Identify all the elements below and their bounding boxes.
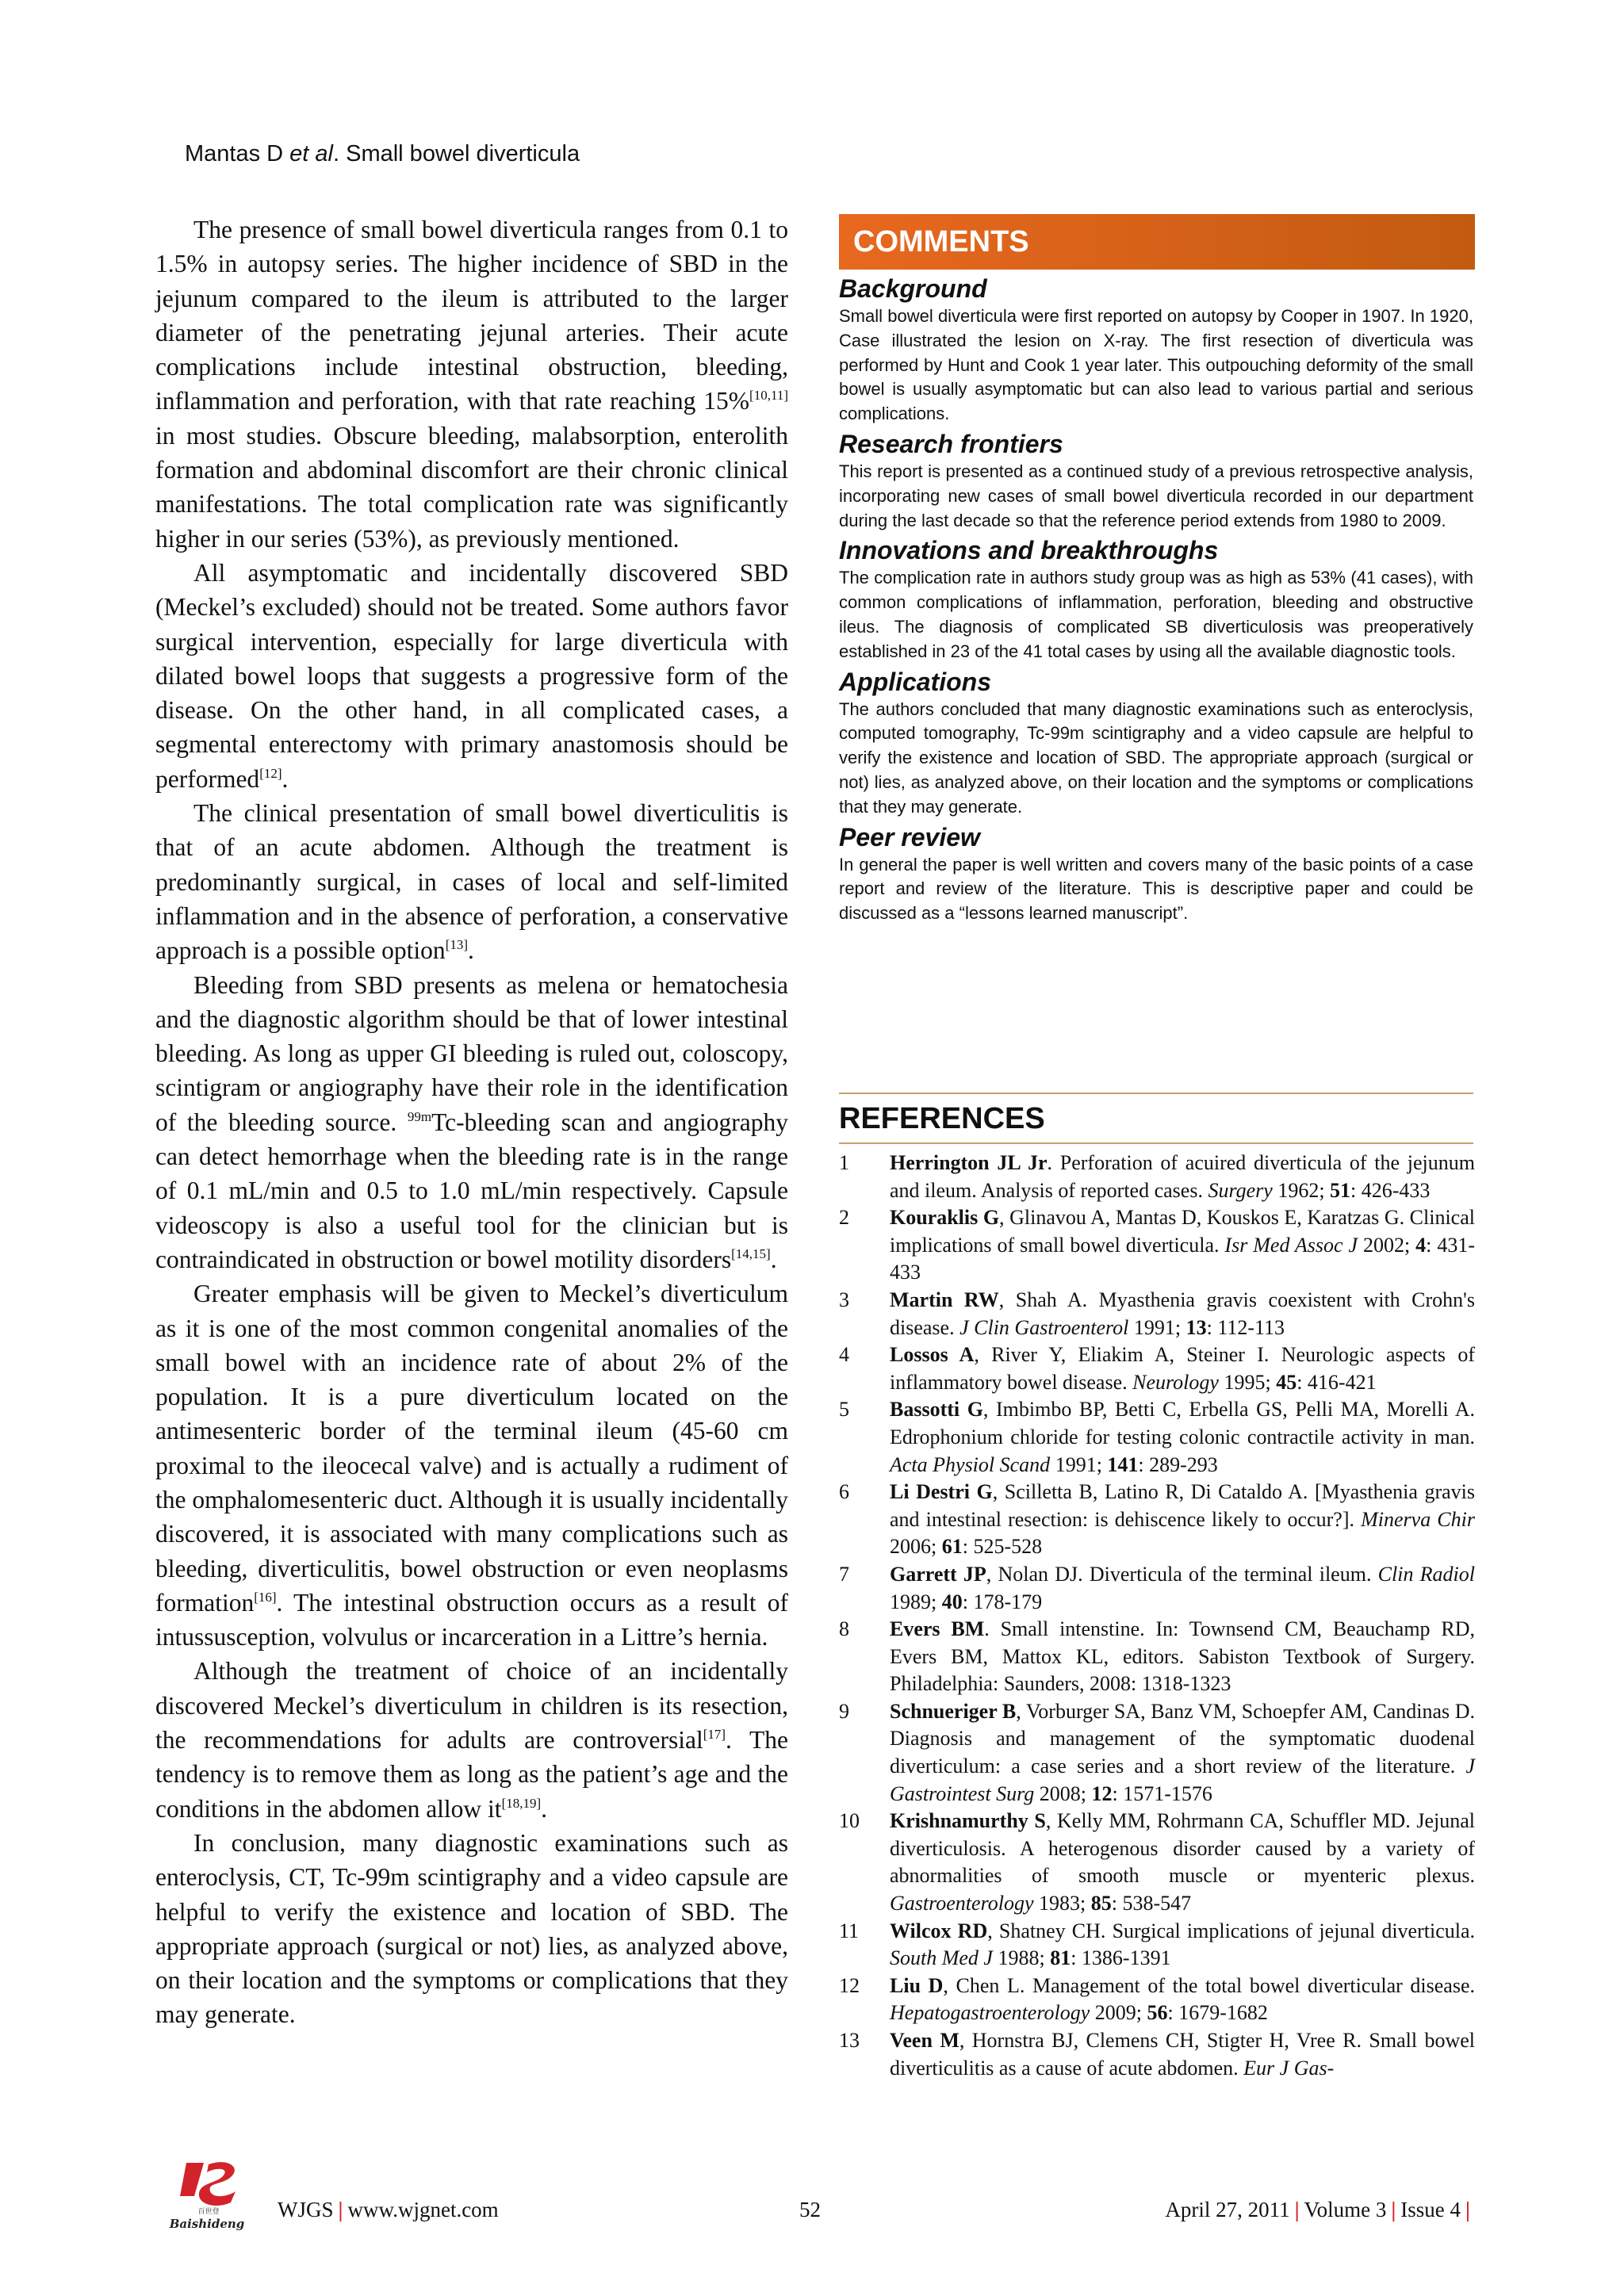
reference-item [839,1479,1475,1561]
reference-number: 11 [839,1919,860,1942]
paragraph-2: All asymptomatic and incidentally discovered SBD (Meckel’s excluded) should not be treated. Some authors favor surgical intervention, especially for large diverticula with dilated bowel loops that suggests a progressive form of the disease. On the other hand, in all complicated cases, a segmental enterectomy with primary anastomosis should be performed[12]. [155,558,788,793]
innovations-heading: Innovations and breakthroughs [839,536,1219,565]
reference-journal: J Gastrointest Surg [890,1755,1475,1805]
citation[interactable]: [13] [445,937,469,953]
reference-item [839,1341,1475,1396]
reference-author: Liu D [890,1973,944,1997]
reference-journal: Isr Med Assoc J [1224,1233,1358,1257]
reference-list [839,1150,1475,2082]
footer-website-link[interactable]: www.wjgnet.com [347,2198,499,2221]
reference-journal: Hepatogastroenterology [890,2001,1090,2025]
reference-author: Krishnamurthy S [890,1809,1046,1833]
background-text: Small bowel diverticula were first reported on autopsy by Cooper in 1907. In 1920, Case illustrated the lesion on X-ray. The first resection of diverticula was performed by Hunt and Cook 1 year later. This outpouching deformity of the small bowel is usually asymptomatic but can also lead to various partial and serious complications. [839,306,1473,424]
reference-author: Kouraklis G [890,1206,1000,1230]
references-heading: REFERENCES [839,1102,1045,1135]
reference-text: Li Destri G, Scilletta B, Latino R, Di Cataldo A. [Myasthenia gravis and intestinal resection: is dehiscence likely to occur?]. Minerva Chir 2006; 61: 525-528 [890,1480,1475,1559]
reference-number: 13 [839,2029,860,2052]
running-head-title: . Small bowel diverticula [333,141,580,166]
applications-text: The authors concluded that many diagnostic examinations such as enteroclysis, computed tomography, Tc-99m scintigraphy and a video capsule are helpful to verify the existence and location of SBD. The appropriate approach (surgical or not) lies, as analyzed above, on their location and the symptoms or complications that they may generate. [839,698,1473,817]
reference-item [839,1561,1475,1616]
comments-title-bar: COMMENTS [839,214,1475,270]
innovations-text: The complication rate in authors study group was as high as 53% (41 cases), with common complications of inflammation, perforation, bleeding and obstructive ileus. The diagnosis of complicated SB diverticulosis was preoperatively established in 23 of the 41 total cases by using all the available diagnostic tools. [839,568,1473,661]
reference-author: Garrett JP [890,1562,986,1586]
reference-item [839,1287,1475,1341]
footer-journal-name: WJGS [278,2198,334,2221]
reference-text: Veen M, Hornstra BJ, Clemens CH, Stigter H, Vree R. Small bowel diverticulitis as a cause of acute abdomen. Eur J Gas- [890,2029,1475,2080]
reference-number: 2 [839,1206,849,1230]
paragraph-6: Although the treatment of choice of an incidentally discovered Meckel’s diverticulum in children is its resection, the recommendations for adults are controversial[17]. The tendency is to remove them as long as the patient’s age and the conditions in the abdomen allow it[18,19]. [155,1657,788,1823]
comments-section [839,273,1473,928]
reference-item [839,1918,1475,1973]
research-frontiers-heading: Research frontiers [839,429,1063,458]
reference-item [839,1616,1475,1698]
reference-item [839,1698,1475,1808]
reference-text: Schnueriger B, Vorburger SA, Banz VM, Schoepfer AM, Candinas D. Diagnosis and management of the symptomatic duodenal diverticulum: a case series and a short review of the literature. J Gastrointest Surg 2008; 12: 1571-1576 [890,1699,1475,1805]
svg-text:Baishideng: Baishideng [169,2217,245,2231]
isotope-superscript: 99m [407,1108,432,1124]
reference-number: 3 [839,1288,849,1311]
citation[interactable]: [10,11] [749,388,788,404]
footer-issue: Issue 4 [1400,2198,1461,2221]
footer-date: April 27, 2011 [1165,2198,1290,2221]
running-head-author: Mantas D [185,141,284,166]
peer-review-text: In general the paper is well written and covers many of the basic points of a case report and review of the literature. This is descriptive paper and could be discussed as a “lessons learned manuscript”. [839,854,1473,924]
peer-review-heading: Peer review [839,822,980,851]
references-rule-bottom [839,1142,1473,1144]
reference-author: Lossos A [890,1343,975,1367]
paragraph-5: Greater emphasis will be given to Meckel’s diverticulum as it is one of the most common congenital anomalies of the small bowel with an incidence rate of about 2% of the population. It is a pure diverticulum located on the antimesenteric border of the terminal ileum (45-60 cm proximal to the ileocecal valve) and is actually a rudiment of the omphalomesenteric duct. Although it is usually incidentally discovered, it is associated with many complications such as bleeding, diverticulitis, bowel obstruction or even neoplasms formation[16]. The intestinal obstruction occurs as a result of intussusception, volvulus or incarceration in a Littre’s hernia. [155,1280,788,1651]
reference-number: 12 [839,1973,860,1997]
page-number: 52 [799,2198,821,2221]
reference-text: Martin RW, Shah A. Myasthenia gravis coexistent with Crohn's disease. J Clin Gastroenterol 1991; 13: 112-113 [890,1288,1475,1339]
reference-number: 1 [839,1151,849,1174]
reference-text: Herrington JL Jr. Perforation of acuired diverticula of the jejunum and ileum. Analysis of reported cases. Surgery 1962; 51: 426-433 [890,1151,1475,1202]
reference-author: Martin RW [890,1288,999,1311]
research-frontiers-text: This report is presented as a continued study of a previous retrospective analysis, incorporating new cases of small bowel diverticula recorded in our department during the last decade so that the reference period extends from 1980 to 2009. [839,461,1473,530]
reference-item [839,2027,1475,2082]
paragraph-7: In conclusion, many diagnostic examinations such as enteroclysis, CT, Tc-99m scintigraphy and a video capsule are helpful to verify the existence and location of SBD. The appropriate approach (surgical or not) lies, as analyzed above, on their location and the symptoms or complications that they may generate. [155,1828,788,2029]
reference-item [839,1150,1475,1204]
reference-text: Lossos A, River Y, Eliakim A, Steiner I. Neurologic aspects of inflammatory bowel disease. Neurology 1995; 45: 416-421 [890,1343,1476,1394]
baishideng-logo-icon [163,2155,258,2234]
applications-heading: Applications [839,667,992,696]
reference-journal: J Clin Gastroenterol [959,1315,1129,1339]
reference-author: Bassotti G [890,1398,983,1422]
reference-number: 8 [839,1617,849,1641]
reference-number: 10 [839,1809,860,1833]
reference-item [839,1973,1475,2027]
paragraph-4: Bleeding from SBD presents as melena or hematochesia and the diagnostic algorithm should be that of lower intestinal bleeding. As long as upper GI bleeding is ruled out, coloscopy, scintigram or angiography have their role in the identification of the bleeding source. $^{99m}$Tc-bleeding scan and angiography can detect hemorrhage when the bleeding rate is in the range of 0.1 mL/min and 0.5 to 1.0 mL/min respectively. Capsule videoscopy is also a useful tool for the clinician but is contraindicated in obstruction or bowel motility disorders[14,15]. [155,970,788,1273]
background-heading: Background [839,274,987,303]
references-rule-top [839,1093,1473,1094]
reference-item [839,1396,1475,1479]
footer-journal: WJGS | www.wjgnet.com [278,2198,499,2221]
reference-journal: Minerva Chir [1361,1507,1475,1531]
citation[interactable]: [16] [254,1589,277,1605]
reference-author: Veen M [890,2029,959,2052]
reference-number: 7 [839,1562,849,1586]
reference-author: Li Destri G [890,1480,993,1504]
reference-number: 4 [839,1343,849,1367]
reference-journal: Clin Radiol [1377,1562,1476,1586]
running-head-etal: et al [289,141,333,166]
paragraph-3: The clinical presentation of small bowel diverticulitis is that of an acute abdomen. Although the treatment is predominantly surgical, in cases of local and self-limited inflammation and in the absence of perforation, a conservative approach is a possible option[13]. [155,799,788,965]
paragraph-1: The presence of small bowel diverticula ranges from 0.1 to 1.5% in autopsy series. The higher incidence of SBD in the jejunum compared to the ileum is attributed to the larger diameter of the penetrating jejunal arteries. Their acute complications include intestinal obstruction, bleeding, inflammation and perforation, with that rate reaching 15%[10,11] in most studies. Obscure bleeding, malabsorption, enterolith formation and abdominal discomfort are their chronic clinical manifestations. The total complication rate was significantly higher in our series (53%), as previously mentioned. [155,216,788,553]
footer-issue-info: April 27, 2011 | Volume 3 | Issue 4 | [1165,2198,1470,2221]
reference-text: Liu D, Chen L. Management of the total bowel diverticular disease. Hepatogastroenterology 2009; 56: 1679-1682 [890,1973,1475,2025]
citation[interactable]: [18,19] [501,1795,542,1811]
reference-text: Bassotti G, Imbimbo BP, Betti C, Erbella GS, Pelli MA, Morelli A. Edrophonium chloride for testing colonic contractile activity in man. Acta Physiol Scand 1991; 141: 289-293 [890,1398,1476,1476]
reference-journal: Acta Physiol Scand [890,1452,1051,1476]
reference-text: Krishnamurthy S, Kelly MM, Rohrmann CA, Schuffler MD. Jejunal diverticulosis. A heterogenous disorder caused by a variety of abnormalities of smooth muscle or myenteric plexus. Gastroenterology 1983; 85: 538-547 [890,1809,1475,1915]
reference-text: Evers BM. Small intenstine. In: Townsend CM, Beauchamp RD, Evers BM, Mattox KL, editors. Sabiston Textbook of Surgery. Philadelphia: Saunders, 2008: 1318-1323 [890,1617,1475,1696]
reference-journal: Eur J Gas- [1243,2056,1335,2080]
citation[interactable]: [12] [259,765,282,781]
citation[interactable]: [17] [703,1727,726,1743]
reference-author: Schnueriger B [890,1699,1017,1723]
reference-item [839,1204,1475,1287]
running-head [185,141,580,167]
citation[interactable]: [14,15] [731,1246,771,1261]
reference-journal: Surgery [1208,1178,1273,1202]
reference-journal: Neurology [1132,1370,1219,1394]
reference-text: Garrett JP, Nolan DJ. Diverticula of the terminal ileum. Clin Radiol 1989; 40: 178-179 [890,1562,1476,1613]
reference-number: 5 [839,1398,849,1422]
reference-text: Kouraklis G, Glinavou A, Mantas D, Kouskos E, Karatzas G. Clinical implications of small bowel diverticula. Isr Med Assoc J 2002; 4: 431-433 [890,1206,1475,1284]
reference-author: Wilcox RD [890,1919,988,1942]
reference-author: Herrington JL Jr [890,1151,1048,1174]
reference-author: Evers BM [890,1617,985,1641]
reference-number: 9 [839,1699,849,1723]
svg-text:百世登: 百世登 [197,2208,220,2216]
reference-text: Wilcox RD, Shatney CH. Surgical implications of jejunal diverticula. South Med J 1988; 81: 1386-1391 [890,1919,1475,1970]
reference-journal: South Med J [890,1946,993,1970]
reference-item [839,1808,1475,1917]
footer-volume: Volume 3 [1304,2198,1387,2221]
main-text-column [155,212,788,2032]
reference-journal: Gastroenterology [890,1892,1034,1915]
reference-number: 6 [839,1480,849,1504]
